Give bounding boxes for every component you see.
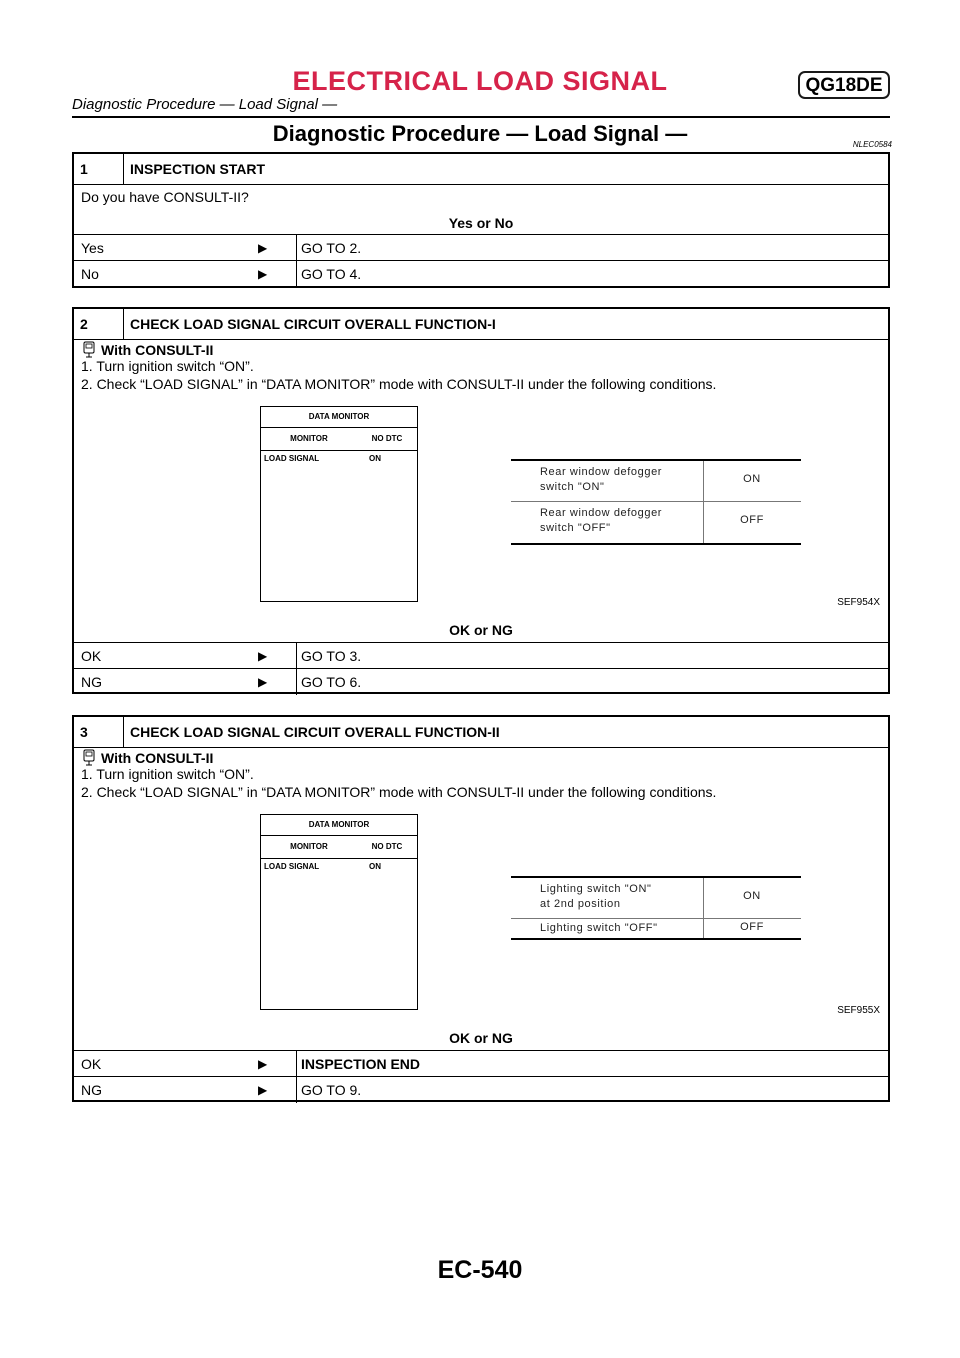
arrow-right-icon: ▶: [258, 1083, 268, 1097]
data-monitor-screen: [260, 814, 418, 1010]
reference-code: NLEC0584: [852, 140, 892, 149]
step-title: CHECK LOAD SIGNAL CIRCUIT OVERALL FUNCTION-II: [130, 724, 500, 740]
consult-tool-icon: [81, 749, 97, 766]
monitor-title: DATA MONITOR: [261, 815, 417, 836]
arrow-right-icon: ▶: [258, 675, 268, 689]
condition-value: ON: [743, 890, 761, 902]
monitor-column: MONITOR: [290, 434, 328, 443]
arrow-right-icon: ▶: [258, 267, 268, 281]
instruction-line: 2. Check “LOAD SIGNAL” in “DATA MONITOR” mode with CONSULT-II under the following conditions.: [81, 376, 717, 392]
outcome-result: GO TO 3.: [301, 648, 362, 664]
outcome-result: INSPECTION END: [301, 1056, 421, 1072]
arrow-right-icon: ▶: [258, 1057, 268, 1071]
dtc-column: NO DTC: [371, 434, 403, 443]
arrow-right-icon: ▶: [258, 649, 268, 663]
decision-label: OK or NG: [449, 622, 513, 638]
condition-value: ON: [743, 473, 761, 485]
figure-code: SEF954X: [837, 597, 880, 608]
outcome-row: [74, 668, 888, 695]
monitor-value: ON: [369, 454, 381, 463]
decision-label: OK or NG: [449, 1030, 513, 1046]
outcome-result: GO TO 4.: [301, 266, 362, 282]
data-monitor-screen: [260, 406, 418, 602]
outcome-row: [74, 1076, 888, 1103]
condition-value: OFF: [740, 514, 764, 526]
condition-text: Rear window defogger switch "OFF": [540, 507, 663, 534]
method-line: [81, 341, 213, 358]
method-label: With CONSULT-II: [101, 342, 214, 358]
outcome-label: Yes: [81, 240, 104, 256]
instruction-line: 1. Turn ignition switch “ON”.: [81, 766, 254, 782]
monitor-column: MONITOR: [290, 842, 328, 851]
engine-badge: QG18DE: [798, 71, 890, 99]
outcome-result: GO TO 6.: [301, 674, 362, 690]
section-title: Diagnostic Procedure — Load Signal —: [272, 121, 688, 146]
page-header-subtitle: Diagnostic Procedure — Load Signal —: [72, 96, 338, 113]
condition-value: OFF: [740, 921, 764, 933]
decision-label: Yes or No: [448, 215, 514, 231]
method-line: [81, 749, 213, 766]
step-number: 2: [74, 309, 124, 339]
outcome-label: No: [81, 266, 99, 282]
outcome-result: GO TO 2.: [301, 240, 362, 256]
step-header: [74, 717, 888, 748]
condition-text: Lighting switch "OFF": [540, 922, 658, 934]
page-number: EC-540: [437, 1256, 523, 1284]
outcome-label: NG: [81, 1082, 102, 1098]
step-question: Do you have CONSULT-II?: [81, 189, 249, 205]
arrow-right-icon: ▶: [258, 241, 268, 255]
dtc-column: NO DTC: [371, 842, 403, 851]
outcome-row: [74, 260, 888, 287]
outcome-label: NG: [81, 674, 102, 690]
outcome-label: OK: [81, 648, 102, 664]
monitor-title: DATA MONITOR: [261, 407, 417, 428]
step-number: 3: [74, 717, 124, 747]
condition-table: [511, 459, 801, 545]
header-rule: [72, 116, 890, 118]
page-header-title: ELECTRICAL LOAD SIGNAL: [292, 66, 668, 96]
step-header: [74, 154, 888, 185]
step-header: [74, 309, 888, 340]
method-label: With CONSULT-II: [101, 750, 214, 766]
monitor-value: ON: [369, 862, 381, 871]
figure-code: SEF955X: [837, 1005, 880, 1016]
monitor-item: LOAD SIGNAL: [264, 454, 320, 463]
condition-text: Rear window defogger switch "ON": [540, 466, 663, 493]
condition-table: [511, 876, 801, 940]
condition-text: Lighting switch "ON" at 2nd position: [540, 883, 652, 910]
step-3-box: [72, 715, 890, 1102]
outcome-row: [74, 1050, 888, 1077]
monitor-item: LOAD SIGNAL: [264, 862, 320, 871]
consult-tool-icon: [81, 341, 97, 358]
outcome-row: [74, 642, 888, 669]
instruction-line: 2. Check “LOAD SIGNAL” in “DATA MONITOR” mode with CONSULT-II under the following conditions.: [81, 784, 717, 800]
step-2-box: [72, 307, 890, 694]
outcome-result: GO TO 9.: [301, 1082, 362, 1098]
instruction-line: 1. Turn ignition switch “ON”.: [81, 358, 254, 374]
step-title: INSPECTION START: [130, 161, 266, 177]
step-title: CHECK LOAD SIGNAL CIRCUIT OVERALL FUNCTION-I: [130, 316, 496, 332]
outcome-row: [74, 234, 888, 261]
outcome-label: OK: [81, 1056, 102, 1072]
step-1-box: [72, 152, 890, 288]
step-number: 1: [74, 154, 124, 184]
